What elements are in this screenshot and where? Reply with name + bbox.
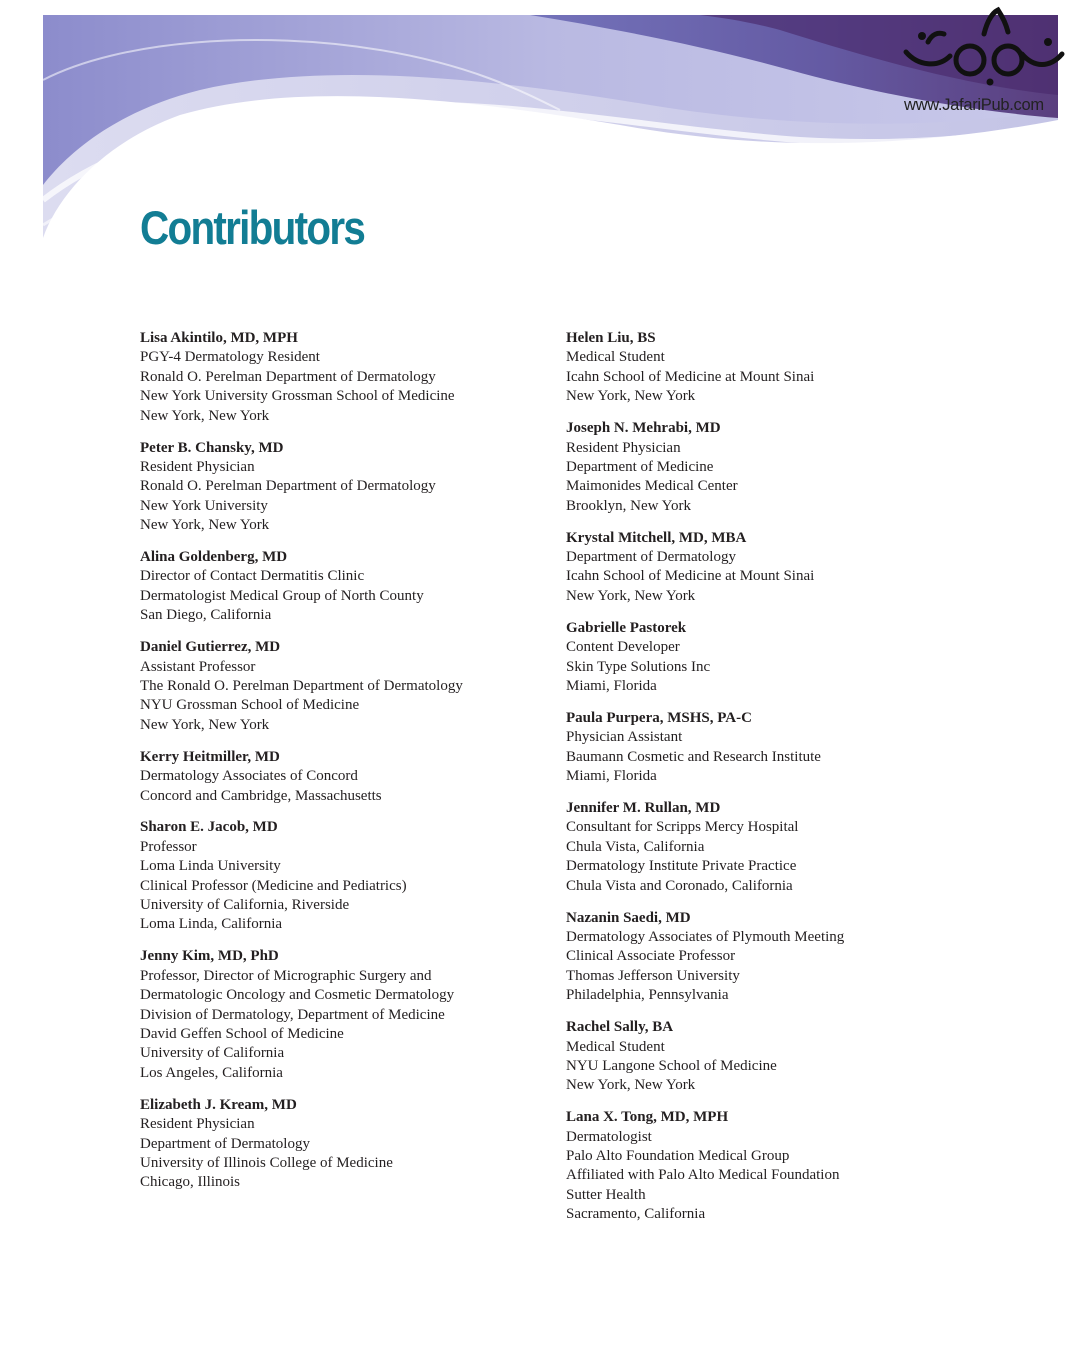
contributor-affiliation-line: NYU Langone School of Medicine (566, 1057, 777, 1074)
contributor-name: Lana X. Tong, MD, MPH (566, 1109, 729, 1126)
contributor-affiliation-line: Professor (140, 838, 197, 855)
contributor-affiliation-line: Chula Vista and Coronado, California (566, 877, 793, 894)
contributor-affiliation-line: University of California (140, 1045, 285, 1062)
contributor-affiliation-line: Division of Dermatology, Department of Medicine (140, 1006, 445, 1023)
contributor-affiliation-line: Resident Physician (566, 439, 681, 456)
contributors-right-column (566, 329, 986, 1237)
contributor-affiliation-line: Miami, Florida (566, 768, 657, 785)
contributor-entry (566, 529, 986, 607)
publisher-logo (898, 6, 1070, 114)
contributor-affiliation-line: Chicago, Illinois (140, 1174, 240, 1191)
contributor-affiliation-line: Director of Contact Dermatitis Clinic (140, 568, 365, 585)
contributor-name: Nazanin Saedi, MD (566, 909, 691, 926)
contributor-affiliation-line: Palo Alto Foundation Medical Group (566, 1148, 790, 1165)
contributor-affiliation-line: Skin Type Solutions Inc (566, 658, 711, 675)
contributor-affiliation-line: Sutter Health (566, 1186, 646, 1203)
contributor-name: Krystal Mitchell, MD, MBA (566, 529, 747, 546)
contributor-entry (566, 619, 986, 697)
contributor-entry (140, 329, 540, 426)
contributor-affiliation-line: Affiliated with Palo Alto Medical Foundation (566, 1167, 840, 1184)
contributor-name: Jennifer M. Rullan, MD (566, 800, 721, 817)
contributor-name: Sharon E. Jacob, MD (140, 819, 278, 836)
contributor-entry (566, 1018, 986, 1096)
contributor-affiliation-line: Brooklyn, New York (566, 497, 692, 514)
contributor-affiliation-line: University of Illinois College of Medicine (140, 1154, 393, 1171)
contributor-affiliation-line: University of California, Riverside (140, 897, 350, 914)
contributor-affiliation-line: Department of Medicine (566, 458, 714, 475)
contributor-affiliation-line: Ronald O. Perelman Department of Dermatology (140, 368, 436, 385)
contributor-affiliation-line: Concord and Cambridge, Massachusetts (140, 787, 382, 804)
contributor-affiliation-line: Dermatologist Medical Group of North County (140, 587, 424, 604)
contributor-entry (566, 709, 986, 787)
contributor-entry (140, 1096, 540, 1193)
contributor-entry (140, 947, 540, 1083)
contributors-left-column (140, 329, 540, 1205)
contributor-affiliation-line: Loma Linda, California (140, 916, 283, 933)
contributor-affiliation-line: Medical Student (566, 1038, 665, 1055)
contributor-affiliation-line: The Ronald O. Perelman Department of Dermatology (140, 678, 463, 694)
contributor-affiliation-line: Dermatology Institute Private Practice (566, 858, 797, 875)
contributor-entry (566, 419, 986, 516)
contributor-affiliation-line: Maimonides Medical Center (566, 478, 738, 495)
contributor-affiliation-line: PGY-4 Dermatology Resident (140, 349, 320, 366)
contributor-affiliation-line: San Diego, California (140, 607, 272, 624)
contributor-affiliation-line: New York University (140, 497, 268, 514)
contributor-affiliation-line: Content Developer (566, 639, 680, 656)
contributor-affiliation-line: Icahn School of Medicine at Mount Sinai (566, 568, 815, 585)
contributor-name: Alina Goldenberg, MD (140, 549, 288, 566)
contributor-affiliation-line: Thomas Jefferson University (566, 967, 740, 984)
contributor-affiliation-line: New York University Grossman School of Medicine (140, 388, 455, 405)
contributor-entry (140, 638, 540, 735)
contributor-affiliation-line: New York, New York (566, 1077, 696, 1094)
contributor-entry (140, 439, 540, 536)
contributor-affiliation-line: Ronald O. Perelman Department of Dermatology (140, 478, 436, 495)
contributor-entry (566, 329, 986, 407)
contributor-affiliation-line: New York, New York (566, 587, 696, 604)
contributor-name: Peter B. Chansky, MD (140, 439, 284, 456)
publisher-logo-url: www.JafariPub.com (904, 96, 1044, 114)
contributor-affiliation-line: Medical Student (566, 349, 665, 366)
contributor-affiliation-line: Sacramento, California (566, 1206, 706, 1223)
contributor-name: Kerry Heitmiller, MD (140, 748, 280, 765)
contributor-affiliation-line: Consultant for Scripps Mercy Hospital (566, 819, 799, 836)
contributor-affiliation-line: Department of Dermatology (140, 1135, 310, 1152)
contributor-name: Helen Liu, BS (566, 330, 656, 346)
contributor-affiliation-line: Philadelphia, Pennsylvania (566, 987, 729, 1004)
contributor-affiliation-line: Clinical Professor (Medicine and Pediatrics) (140, 877, 407, 894)
contributor-name: Paula Purpera, MSHS, PA-C (566, 709, 752, 726)
contributor-name: Rachel Sally, BA (566, 1019, 674, 1036)
contributor-affiliation-line: David Geffen School of Medicine (140, 1026, 344, 1042)
contributor-affiliation-line: Professor, Director of Micrographic Surgery and (140, 967, 432, 984)
contributor-entry (140, 818, 540, 934)
contributor-affiliation-line: Dermatology Associates of Plymouth Meeting (566, 928, 845, 945)
contributor-affiliation-line: Icahn School of Medicine at Mount Sinai (566, 368, 815, 385)
contributor-affiliation-line: New York, New York (140, 517, 270, 534)
contributor-affiliation-line: Baumann Cosmetic and Research Institute (566, 748, 821, 765)
contributor-affiliation-line: Department of Dermatology (566, 549, 736, 566)
contributor-affiliation-line: Chula Vista, California (566, 838, 705, 855)
contributor-affiliation-line: New York, New York (566, 388, 696, 405)
contributor-name: Lisa Akintilo, MD, MPH (140, 330, 298, 346)
contributor-affiliation-line: Resident Physician (140, 458, 255, 475)
contributor-affiliation-line: Loma Linda University (140, 858, 281, 875)
contributor-name: Jenny Kim, MD, PhD (140, 948, 279, 965)
contributor-affiliation-line: Clinical Associate Professor (566, 948, 736, 965)
contributor-name: Joseph N. Mehrabi, MD (566, 420, 721, 437)
contributor-entry (566, 909, 986, 1006)
contributor-affiliation-line: Assistant Professor (140, 658, 256, 675)
contributor-name: Gabrielle Pastorek (566, 619, 687, 636)
contributor-affiliation-line: Resident Physician (140, 1116, 255, 1133)
contributor-affiliation-line: Los Angeles, California (140, 1064, 283, 1081)
contributor-affiliation-line: Dermatologic Oncology and Cosmetic Dermatology (140, 987, 455, 1004)
contributor-entry (566, 799, 986, 896)
contributor-affiliation-line: Miami, Florida (566, 678, 657, 694)
contributor-name: Elizabeth J. Kream, MD (140, 1096, 297, 1113)
page-title: Contributors (140, 201, 365, 254)
contributor-affiliation-line: New York, New York (140, 407, 270, 424)
publisher-logo-mark (898, 6, 1070, 92)
contributor-affiliation-line: NYU Grossman School of Medicine (140, 697, 360, 714)
contributor-entry (140, 748, 540, 806)
contributor-entry (566, 1108, 986, 1224)
contributor-entry (140, 548, 540, 626)
contributor-affiliation-line: Dermatologist (566, 1128, 652, 1145)
contributor-affiliation-line: Dermatology Associates of Concord (140, 768, 358, 785)
contributor-affiliation-line: Physician Assistant (566, 729, 683, 746)
contributor-affiliation-line: New York, New York (140, 716, 270, 733)
contributor-name: Daniel Gutierrez, MD (140, 639, 281, 656)
